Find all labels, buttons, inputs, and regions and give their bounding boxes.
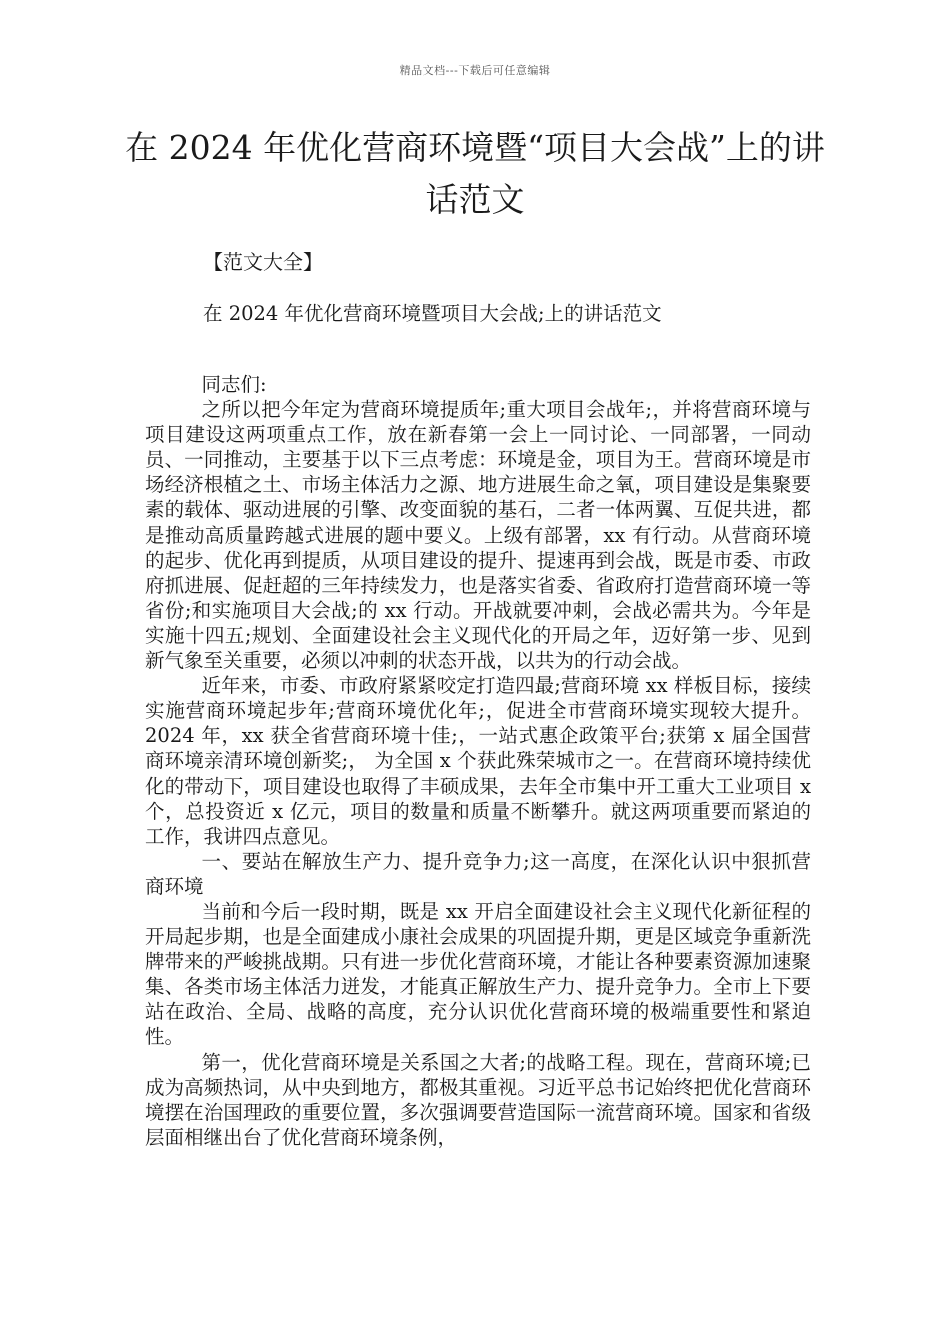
paragraph: 当前和今后一段时期，既是 xx 开启全面建设社会主义现代化新征程的开局起步期，也是全面建成小康社会成果的巩固提升期，更是区域竞争重新洗牌带来的严峻挑战期。只有进一步优化营商环境，才能让各种要素资源加速聚集、各类市场主体活力迸发，才能真正解放生产力、提升竞争力。全市上下要站在政治、全局、战略的高度，充分认识优化营商环境的极端重要性和紧迫性。	[145, 899, 811, 1049]
document-body	[145, 372, 811, 1150]
category-label: 【范文大全】	[203, 250, 323, 274]
header-note: 精品文档---下载后可任意编辑	[399, 64, 551, 77]
paragraph: 之所以把今年定为营商环境提质年;重大项目会战年;，并将营商环境与项目建设这两项重点工作，放在新春第一会上一同讨论、一同部署，一同动员、一同推动，主要基于以下三点考虑：环境是金，项目为王。营商环境是市场经济根植之土、市场主体活力之源、地方进展生命之氧，项目建设是集聚要素的载体、驱动进展的引擎、改变面貌的基石，二者一体两翼、互促共进，都是推动高质量跨越式进展的题中要义。上级有部署，xx 有行动。从营商环境的起步、优化再到提质，从项目建设的提升、提速再到会战，既是市委、市政府抓进展、促赶超的三年持续发力，也是落实省委、省政府打造营商环境一等省份;和实施项目大会战;的 xx 行动。开战就要冲刺，会战必需共为。今年是实施十四五;规划、全面建设社会主义现代化的开局之年，迈好第一步、见到新气象至关重要，必须以冲刺的状态开战，以共为的行动会战。	[145, 398, 811, 673]
paragraph: 第一，优化营商环境是关系国之大者;的战略工程。现在，营商环境;已成为高频热词，从中央到地方，都极其重视。习近平总书记始终把优化营商环境摆在治国理政的重要位置，多次强调要营造国际一流营商环境。国家和省级层面相继出台了优化营商环境条例，	[145, 1050, 811, 1149]
paragraph: 近年来，市委、市政府紧紧咬定打造四最;营商环境 xx 样板目标，接续实施营商环境起步年;营商环境优化年;，促进全市营商环境实现较大提升。2024 年，xx 获全省营商环境十佳;，一站式惠企政策平台;获第 x 届全国营商环境亲清环境创新奖;， 为全国 x 个获此殊荣城市之一。在营商环境持续优化的带动下，项目建设也取得了丰硕成果，去年全市集中开工重大工业项目 x 个，总投资近 x 亿元，项目的数量和质量不断攀升。就这两项重要而紧迫的工作，我讲四点意见。	[145, 674, 811, 848]
salutation: 同志们:	[201, 373, 267, 396]
document-title: 在 2024 年优化营商环境暨“项目大会战”上的讲话范文	[125, 128, 825, 219]
section-heading: 一、要站在解放生产力、提升竞争力;这一高度，在深化认识中狠抓营商环境	[145, 849, 811, 898]
document-subtitle: 在 2024 年优化营商环境暨项目大会战;上的讲话范文	[203, 302, 662, 325]
